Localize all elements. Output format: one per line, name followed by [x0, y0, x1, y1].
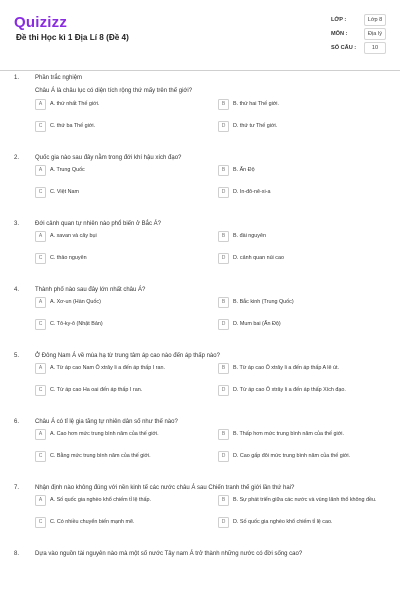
option-text: C. Bằng mức trung bình năm của thế giới.: [50, 453, 151, 459]
question-text: Quốc gia nào sau đây nằm trong đới khí hậu xích đạo?: [35, 155, 182, 161]
option-row: [35, 253, 385, 275]
meta-label: MÔN :: [331, 31, 348, 37]
option-text: D. Mum bai (Ấn Độ): [233, 321, 281, 327]
option-row: [35, 429, 385, 451]
question-7: [14, 482, 386, 539]
option-letter-box: B: [218, 99, 229, 110]
question-2: [14, 152, 386, 209]
option-row: [35, 363, 385, 385]
option-text: C. Có nhiều chuyển biến mạnh mẽ.: [50, 519, 135, 525]
option-letter-box: C: [35, 385, 46, 396]
option-letter-box: C: [35, 121, 46, 132]
question-number: 3.: [14, 221, 20, 227]
question-header: [14, 284, 386, 297]
question-text: Ở Đông Nam Á về mùa hạ từ trung tâm áp cao nào đến áp thấp nào?: [35, 353, 220, 359]
option-letter-box: A: [35, 297, 46, 308]
answer-options: [35, 165, 385, 209]
option-letter-box: D: [218, 517, 229, 528]
option-letter-box: D: [218, 319, 229, 330]
option-letter-box: C: [35, 451, 46, 462]
option-letter-box: A: [35, 429, 46, 440]
question-number: 4.: [14, 287, 20, 293]
option-text: B. Sự phát triển giữa các nước và vùng lãnh thổ không đều.: [233, 497, 377, 503]
option-letter-box: D: [218, 253, 229, 264]
meta-row-subject: [331, 28, 387, 42]
question-text: Nhận định nào không đúng với nền kinh tế các nước châu Á sau Chiến tranh thế giới lần thứ hai?: [35, 485, 295, 491]
answer-options: [35, 297, 385, 341]
answer-options: [35, 363, 385, 407]
option-text: C. Từ áp cao Ha oai đến áp thấp I ran.: [50, 387, 143, 393]
question-number: 7.: [14, 485, 20, 491]
option-letter-box: C: [35, 187, 46, 198]
question-8: [14, 548, 386, 561]
option-row: [35, 297, 385, 319]
option-text: B. Ấn Độ: [233, 167, 255, 173]
option-letter-box: B: [218, 363, 229, 374]
option-letter-box: D: [218, 187, 229, 198]
option-letter-box: B: [218, 297, 229, 308]
meta-value: 10: [364, 42, 386, 54]
question-number: 1.: [14, 75, 20, 81]
question-4: [14, 284, 386, 341]
option-text: C. thứ ba Thế giới.: [50, 123, 96, 129]
worksheet-meta: [331, 14, 387, 56]
question-number: 8.: [14, 551, 20, 557]
option-letter-box: D: [218, 451, 229, 462]
option-text: A. Số quốc gia nghèo khổ chiếm tỉ lệ thấp.: [50, 497, 151, 503]
question-5: [14, 350, 386, 407]
question-text: Châu Á là châu lục có diện tích rộng thứ mấy trên thế giới?: [35, 88, 193, 94]
question-header: [14, 72, 386, 85]
worksheet-title: Đề thi Học kì 1 Địa Lí 8 (Đề 4): [16, 33, 129, 42]
question-number: 2.: [14, 155, 20, 161]
option-row: [35, 121, 385, 143]
option-text: C. Việt Nam: [50, 189, 79, 195]
option-row: [35, 451, 385, 473]
option-letter-box: A: [35, 363, 46, 374]
question-list: [0, 72, 400, 561]
option-row: [35, 517, 385, 539]
quizizz-logo: Quizizz: [14, 14, 68, 31]
option-text: D. In-đô-nê-xi-a: [233, 189, 271, 195]
question-number: 5.: [14, 353, 20, 359]
question-text: Thành phố nào sau đây lớn nhất châu Á?: [35, 287, 146, 293]
question-header: [14, 548, 386, 561]
option-text: A. Trung Quốc: [50, 167, 85, 173]
question-header: [14, 482, 386, 495]
question-text: Châu Á có tỉ lệ gia tăng tự nhiên dân số như thế nào?: [35, 419, 178, 425]
option-text: D. thứ tư Thế giới.: [233, 123, 278, 129]
question-text: Đới cảnh quan tự nhiên nào phổ biến ở Bắc Á?: [35, 221, 161, 227]
option-row: [35, 165, 385, 187]
option-text: A. xavan và cây bụi: [50, 233, 97, 239]
answer-options: [35, 99, 385, 143]
option-row: [35, 385, 385, 407]
meta-row-question-count: [331, 42, 387, 56]
option-text: A. thứ nhất Thế giới.: [50, 101, 100, 107]
option-row: [35, 231, 385, 253]
option-letter-box: D: [218, 121, 229, 132]
meta-label: LỚP :: [331, 17, 347, 23]
option-row: [35, 187, 385, 209]
option-text: B. Từ áp cao Ô xtrây li a đến áp thấp A lê út.: [233, 365, 339, 371]
answer-options: [35, 429, 385, 473]
meta-value: Địa lý: [364, 28, 386, 40]
option-text: D. cảnh quan núi cao: [233, 255, 284, 261]
option-letter-box: B: [218, 231, 229, 242]
option-letter-box: C: [35, 517, 46, 528]
answer-options: [35, 231, 385, 275]
option-letter-box: B: [218, 495, 229, 506]
option-row: [35, 319, 385, 341]
option-letter-box: C: [35, 319, 46, 330]
option-letter-box: A: [35, 165, 46, 176]
question-header: [14, 152, 386, 165]
section-label: Phần trắc nghiệm: [35, 75, 83, 81]
answer-options: [35, 495, 385, 539]
option-text: A. Xơ-un (Hàn Quốc): [50, 299, 101, 305]
question-header: [14, 218, 386, 231]
option-letter-box: B: [218, 165, 229, 176]
option-text: B. đài nguyên: [233, 233, 266, 239]
question-number: 6.: [14, 419, 20, 425]
option-row: [35, 495, 385, 517]
question-header: [14, 350, 386, 363]
question-1: [14, 72, 386, 143]
option-text: D. Số quốc gia nghèo khổ chiếm tỉ lệ cao.: [233, 519, 333, 525]
question-header: [14, 416, 386, 429]
option-text: B. thứ hai Thế giới.: [233, 101, 279, 107]
option-letter-box: C: [35, 253, 46, 264]
option-text: A. Cao hơn mức trung bình năm của thế giới.: [50, 431, 159, 437]
option-text: C. thảo nguyên: [50, 255, 87, 261]
option-letter-box: D: [218, 385, 229, 396]
question-6: [14, 416, 386, 473]
option-text: B. Thấp hơn mức trung bình năm của thế giới.: [233, 431, 344, 437]
option-text: D. Từ áp cao Ô xtrây li a đến áp thấp Xích đạo.: [233, 387, 346, 393]
option-text: D. Cao gấp đôi mức trung bình năm của thế giới.: [233, 453, 351, 459]
question-text: Dựa vào nguồn tài nguyên nào mà một số nước Tây nam Á trở thành những nước có đời sống cao?: [35, 551, 303, 557]
question-text-row: [35, 85, 386, 99]
option-letter-box: B: [218, 429, 229, 440]
option-letter-box: A: [35, 495, 46, 506]
meta-row-class: [331, 14, 387, 28]
meta-label: SỐ CÂU :: [331, 45, 357, 51]
question-3: [14, 218, 386, 275]
option-text: A. Từ áp cao Nam Ô xtrây li a đến áp thấp I ran.: [50, 365, 165, 371]
option-text: C. Tô-ky-ô (Nhật Bản): [50, 321, 103, 327]
worksheet-header: [0, 0, 400, 71]
option-text: B. Bắc kinh (Trung Quốc): [233, 299, 294, 305]
meta-value: Lớp 8: [364, 14, 386, 26]
option-letter-box: A: [35, 99, 46, 110]
option-letter-box: A: [35, 231, 46, 242]
option-row: [35, 99, 385, 121]
